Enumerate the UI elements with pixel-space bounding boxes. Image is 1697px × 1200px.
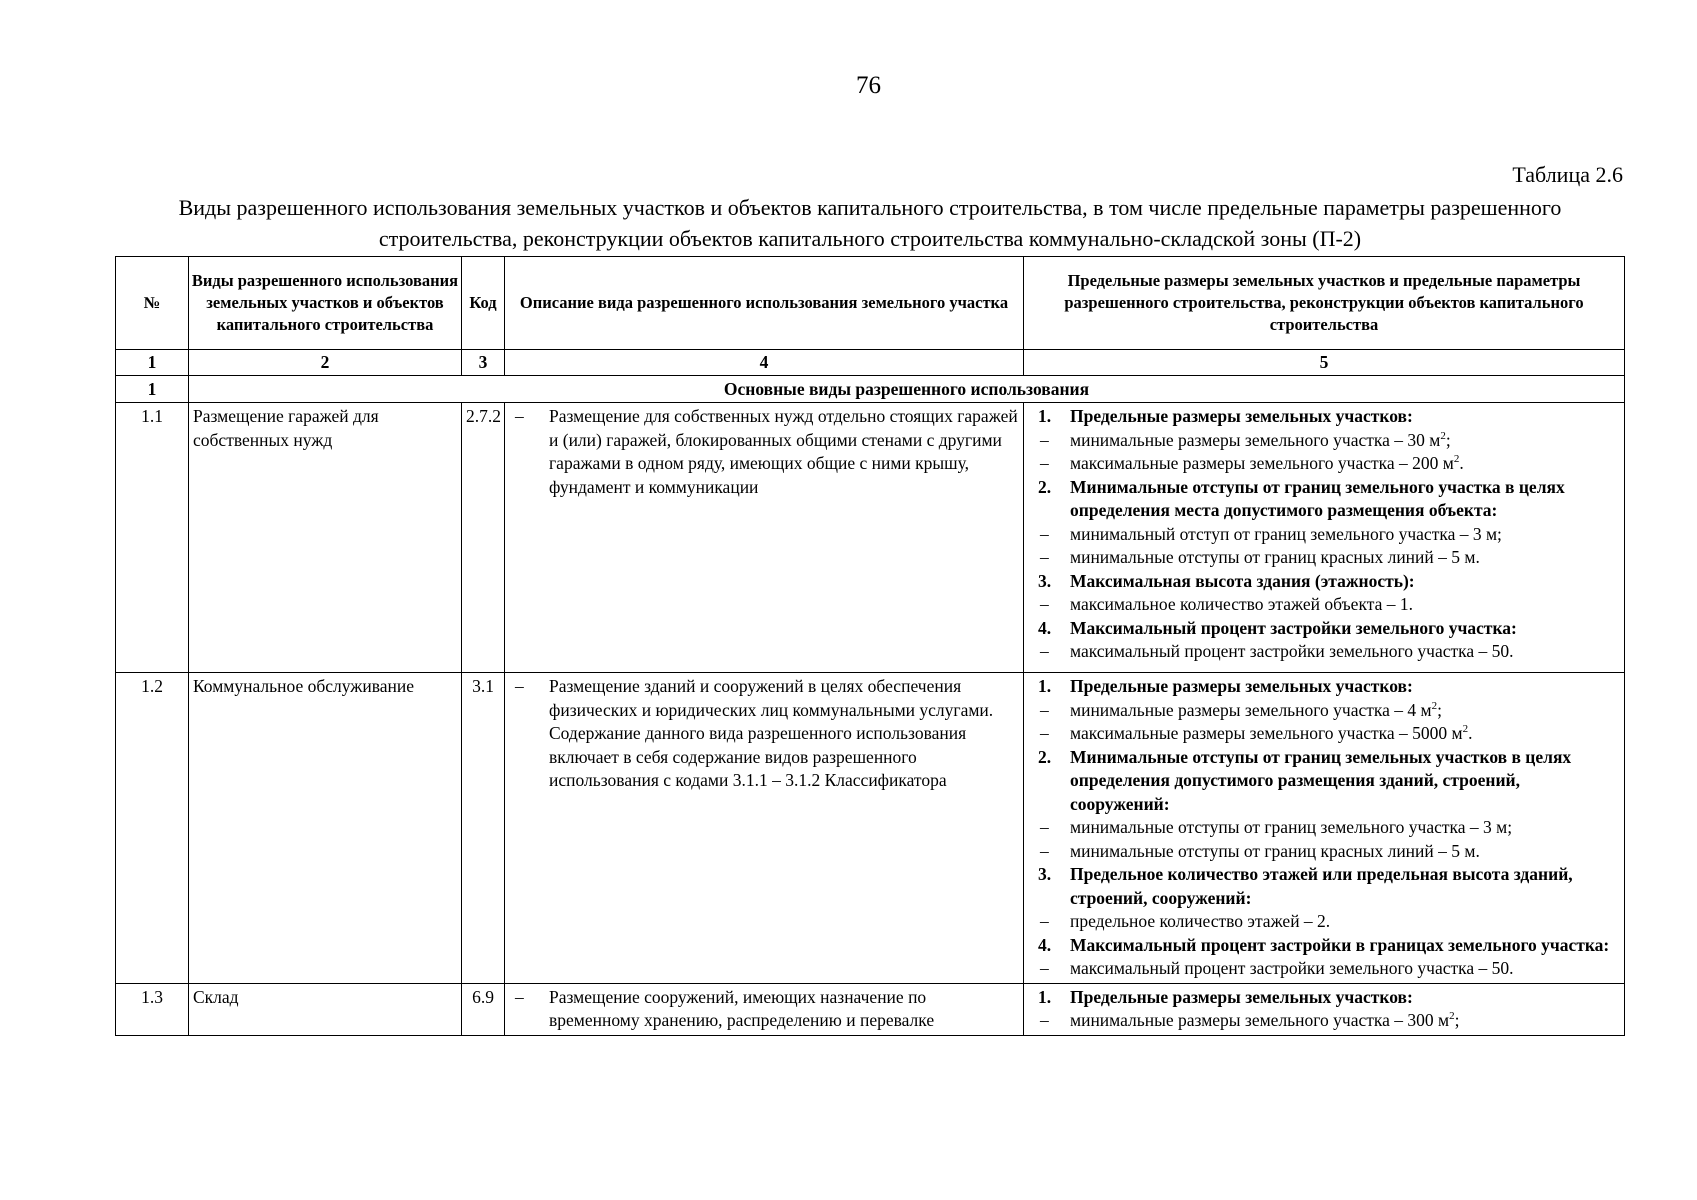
section-row	[116, 376, 1625, 403]
parameter-dash: –	[1040, 723, 1049, 743]
column-number: 5	[1024, 350, 1625, 376]
row-code: 2.7.2	[462, 403, 505, 673]
parameter-dash: –	[1040, 523, 1049, 544]
parameter-text: Предельные размеры земельных участков:	[1070, 986, 1413, 1007]
parameter-dash: –	[1040, 641, 1049, 661]
parameter-item	[1028, 840, 1620, 864]
parameter-text: максимальные размеры земельного участка – 5000 м	[1070, 723, 1463, 743]
column-number: 3	[462, 350, 505, 376]
superscript: 2	[1453, 453, 1460, 466]
table-row	[116, 673, 1625, 984]
parameter-text: минимальные размеры земельного участка – 300 м	[1070, 1010, 1450, 1030]
page-number: 76	[856, 72, 881, 99]
parameter-dash: –	[1040, 911, 1049, 931]
column-number: 4	[505, 350, 1024, 376]
section-num: 1	[116, 376, 189, 403]
row-number: 1.2	[116, 673, 189, 984]
parameter-tail: .	[1468, 723, 1473, 743]
parameter-heading	[1028, 405, 1620, 429]
parameter-item	[1028, 452, 1620, 476]
parameter-number: 4.	[1038, 617, 1052, 638]
row-code: 6.9	[462, 983, 505, 1035]
parameter-item	[1028, 593, 1620, 617]
parameter-text: Минимальные отступы от границ земельных участков в целях определения допустимого размещения зданий, строений, сооружений:	[1070, 746, 1572, 814]
parameter-item	[1028, 429, 1620, 453]
row-parameters	[1024, 983, 1625, 1035]
parameter-dash: –	[1040, 699, 1049, 720]
parameter-text: Предельное количество этажей или предельная высота зданий, строений, сооружений:	[1070, 864, 1573, 908]
parameter-heading	[1028, 746, 1620, 817]
parameter-tail: ;	[1445, 429, 1451, 450]
column-number: 1	[116, 350, 189, 376]
row-number: 1.3	[116, 983, 189, 1035]
parameter-text: максимальный процент застройки земельного участка – 50.	[1070, 641, 1514, 661]
row-parameters	[1024, 403, 1625, 673]
parameter-text: минимальные отступы от границ красных линий – 5 м.	[1070, 840, 1480, 861]
row-use-name: Коммунальное обслуживание	[189, 673, 462, 984]
parameter-number: 1.	[1038, 676, 1052, 696]
parameter-item	[1028, 957, 1620, 981]
parameter-text: минимальные размеры земельного участка – 30 м	[1070, 429, 1441, 450]
description-text: Размещение для собственных нужд отдельно стоящих гаражей и (или) гаражей, блокированных общими стенами с другими гаражами в одном ряду, имеющих общие с ними крышу, фундамент и коммуникации	[549, 406, 1018, 497]
description-dash: –	[515, 676, 524, 696]
parameter-dash: –	[1040, 429, 1049, 450]
parameter-tail: ;	[1437, 699, 1442, 720]
description-block	[509, 675, 1019, 793]
parameter-text: минимальные отступы от границ земельного участка – 3 м;	[1070, 817, 1513, 837]
column-number-row	[116, 350, 1625, 376]
parameter-number: 1.	[1038, 986, 1052, 1007]
parameter-heading	[1028, 863, 1620, 910]
parameter-dash: –	[1040, 958, 1049, 978]
header-desc: Описание вида разрешенного использования земельного участка	[505, 257, 1024, 350]
table-label: Таблица 2.6	[1512, 162, 1623, 187]
parameter-item	[1028, 699, 1620, 723]
row-use-name: Склад	[189, 983, 462, 1035]
table-row	[116, 983, 1625, 1035]
header-row	[116, 257, 1625, 350]
parameter-heading	[1028, 675, 1620, 699]
parameter-dash: –	[1040, 453, 1049, 473]
parameter-text: Максимальный процент застройки земельного участка:	[1070, 617, 1517, 638]
superscript: 2	[1462, 723, 1469, 736]
header-params: Предельные размеры земельных участков и предельные параметры разрешенного строительства, реконструкции объектов капитального строительства	[1024, 257, 1625, 350]
parameter-dash: –	[1040, 547, 1049, 567]
parameter-heading	[1028, 570, 1620, 594]
parameter-number: 3.	[1038, 570, 1052, 591]
parameter-text: Максимальная высота здания (этажность):	[1070, 570, 1415, 591]
superscript: 2	[1431, 699, 1438, 712]
description-block	[509, 405, 1019, 499]
row-description	[505, 983, 1024, 1035]
description-dash: –	[515, 986, 524, 1007]
parameter-item	[1028, 523, 1620, 547]
row-number: 1.1	[116, 403, 189, 673]
parameter-number: 1.	[1038, 406, 1052, 426]
parameter-dash: –	[1040, 1010, 1049, 1030]
superscript: 2	[1449, 1010, 1455, 1023]
parameter-number: 3.	[1038, 864, 1052, 884]
parameter-text: максимальный процент застройки земельного участка – 50.	[1070, 958, 1514, 978]
parameter-heading	[1028, 476, 1620, 523]
parameter-tail: .	[1459, 453, 1464, 473]
table-row	[116, 403, 1625, 673]
parameter-number: 2.	[1038, 476, 1052, 497]
parameter-text: минимальные отступы от границ красных линий – 5 м.	[1070, 547, 1480, 567]
parameter-item	[1028, 910, 1620, 934]
parameter-text: Максимальный процент застройки в границах земельного участка:	[1070, 934, 1610, 955]
parameter-dash: –	[1040, 817, 1049, 837]
header-num: №	[116, 257, 189, 350]
header-code: Код	[462, 257, 505, 350]
parameter-item	[1028, 816, 1620, 840]
parameter-heading	[1028, 617, 1620, 641]
row-description	[505, 673, 1024, 984]
row-use-name: Размещение гаражей для собственных нужд	[189, 403, 462, 673]
table-title: Виды разрешенного использования земельных участков и объектов капитального строительства, в том числе предельные параметры разрешенного строительства, реконструкции объектов капитального строительства коммунально-складской зоны (П-2)	[178, 195, 1562, 251]
parameter-tail: ;	[1454, 1010, 1460, 1030]
parameter-number: 2.	[1038, 746, 1052, 767]
row-parameters	[1024, 673, 1625, 984]
description-block	[509, 986, 1019, 1033]
description-text: Размещение зданий и сооружений в целях обеспечения физических и юридических лиц коммунальными услугами. Содержание данного вида разрешенного использования включает в себя содержание видов разрешенного использования с кодами 3.1.1 – 3.1.2 Классификатора	[549, 676, 994, 790]
parameter-item	[1028, 1009, 1620, 1033]
parameter-text: Предельные размеры земельных участков:	[1070, 406, 1413, 426]
parameter-dash: –	[1040, 840, 1049, 861]
description-dash: –	[515, 406, 524, 426]
parameter-heading	[1028, 934, 1620, 958]
row-description	[505, 403, 1024, 673]
column-number: 2	[189, 350, 462, 376]
parameter-text: минимальный отступ от границ земельного участка – 3 м;	[1070, 523, 1502, 544]
parameter-text: предельное количество этажей – 2.	[1070, 911, 1331, 931]
parameter-heading	[1028, 986, 1620, 1010]
parameter-number: 4.	[1038, 934, 1052, 955]
parameter-item	[1028, 546, 1620, 570]
section-title: Основные виды разрешенного использования	[189, 376, 1625, 403]
parameter-text: Минимальные отступы от границ земельного участка в целях определения места допустимого размещения объекта:	[1070, 476, 1565, 520]
parameter-dash: –	[1040, 594, 1049, 614]
superscript: 2	[1440, 429, 1446, 442]
parameter-text: максимальные размеры земельного участка – 200 м	[1070, 453, 1454, 473]
parameter-text: максимальное количество этажей объекта – 1.	[1070, 594, 1413, 614]
regulations-table	[115, 256, 1625, 1036]
parameter-text: минимальные размеры земельного участка – 4 м	[1070, 699, 1432, 720]
row-code: 3.1	[462, 673, 505, 984]
parameter-item	[1028, 722, 1620, 746]
header-name: Виды разрешенного использования земельных участков и объектов капитального строительства	[189, 257, 462, 350]
parameter-item	[1028, 640, 1620, 664]
description-text: Размещение сооружений, имеющих назначение по временному хранению, распределению и перевалке	[549, 986, 935, 1030]
parameter-text: Предельные размеры земельных участков:	[1070, 676, 1413, 696]
